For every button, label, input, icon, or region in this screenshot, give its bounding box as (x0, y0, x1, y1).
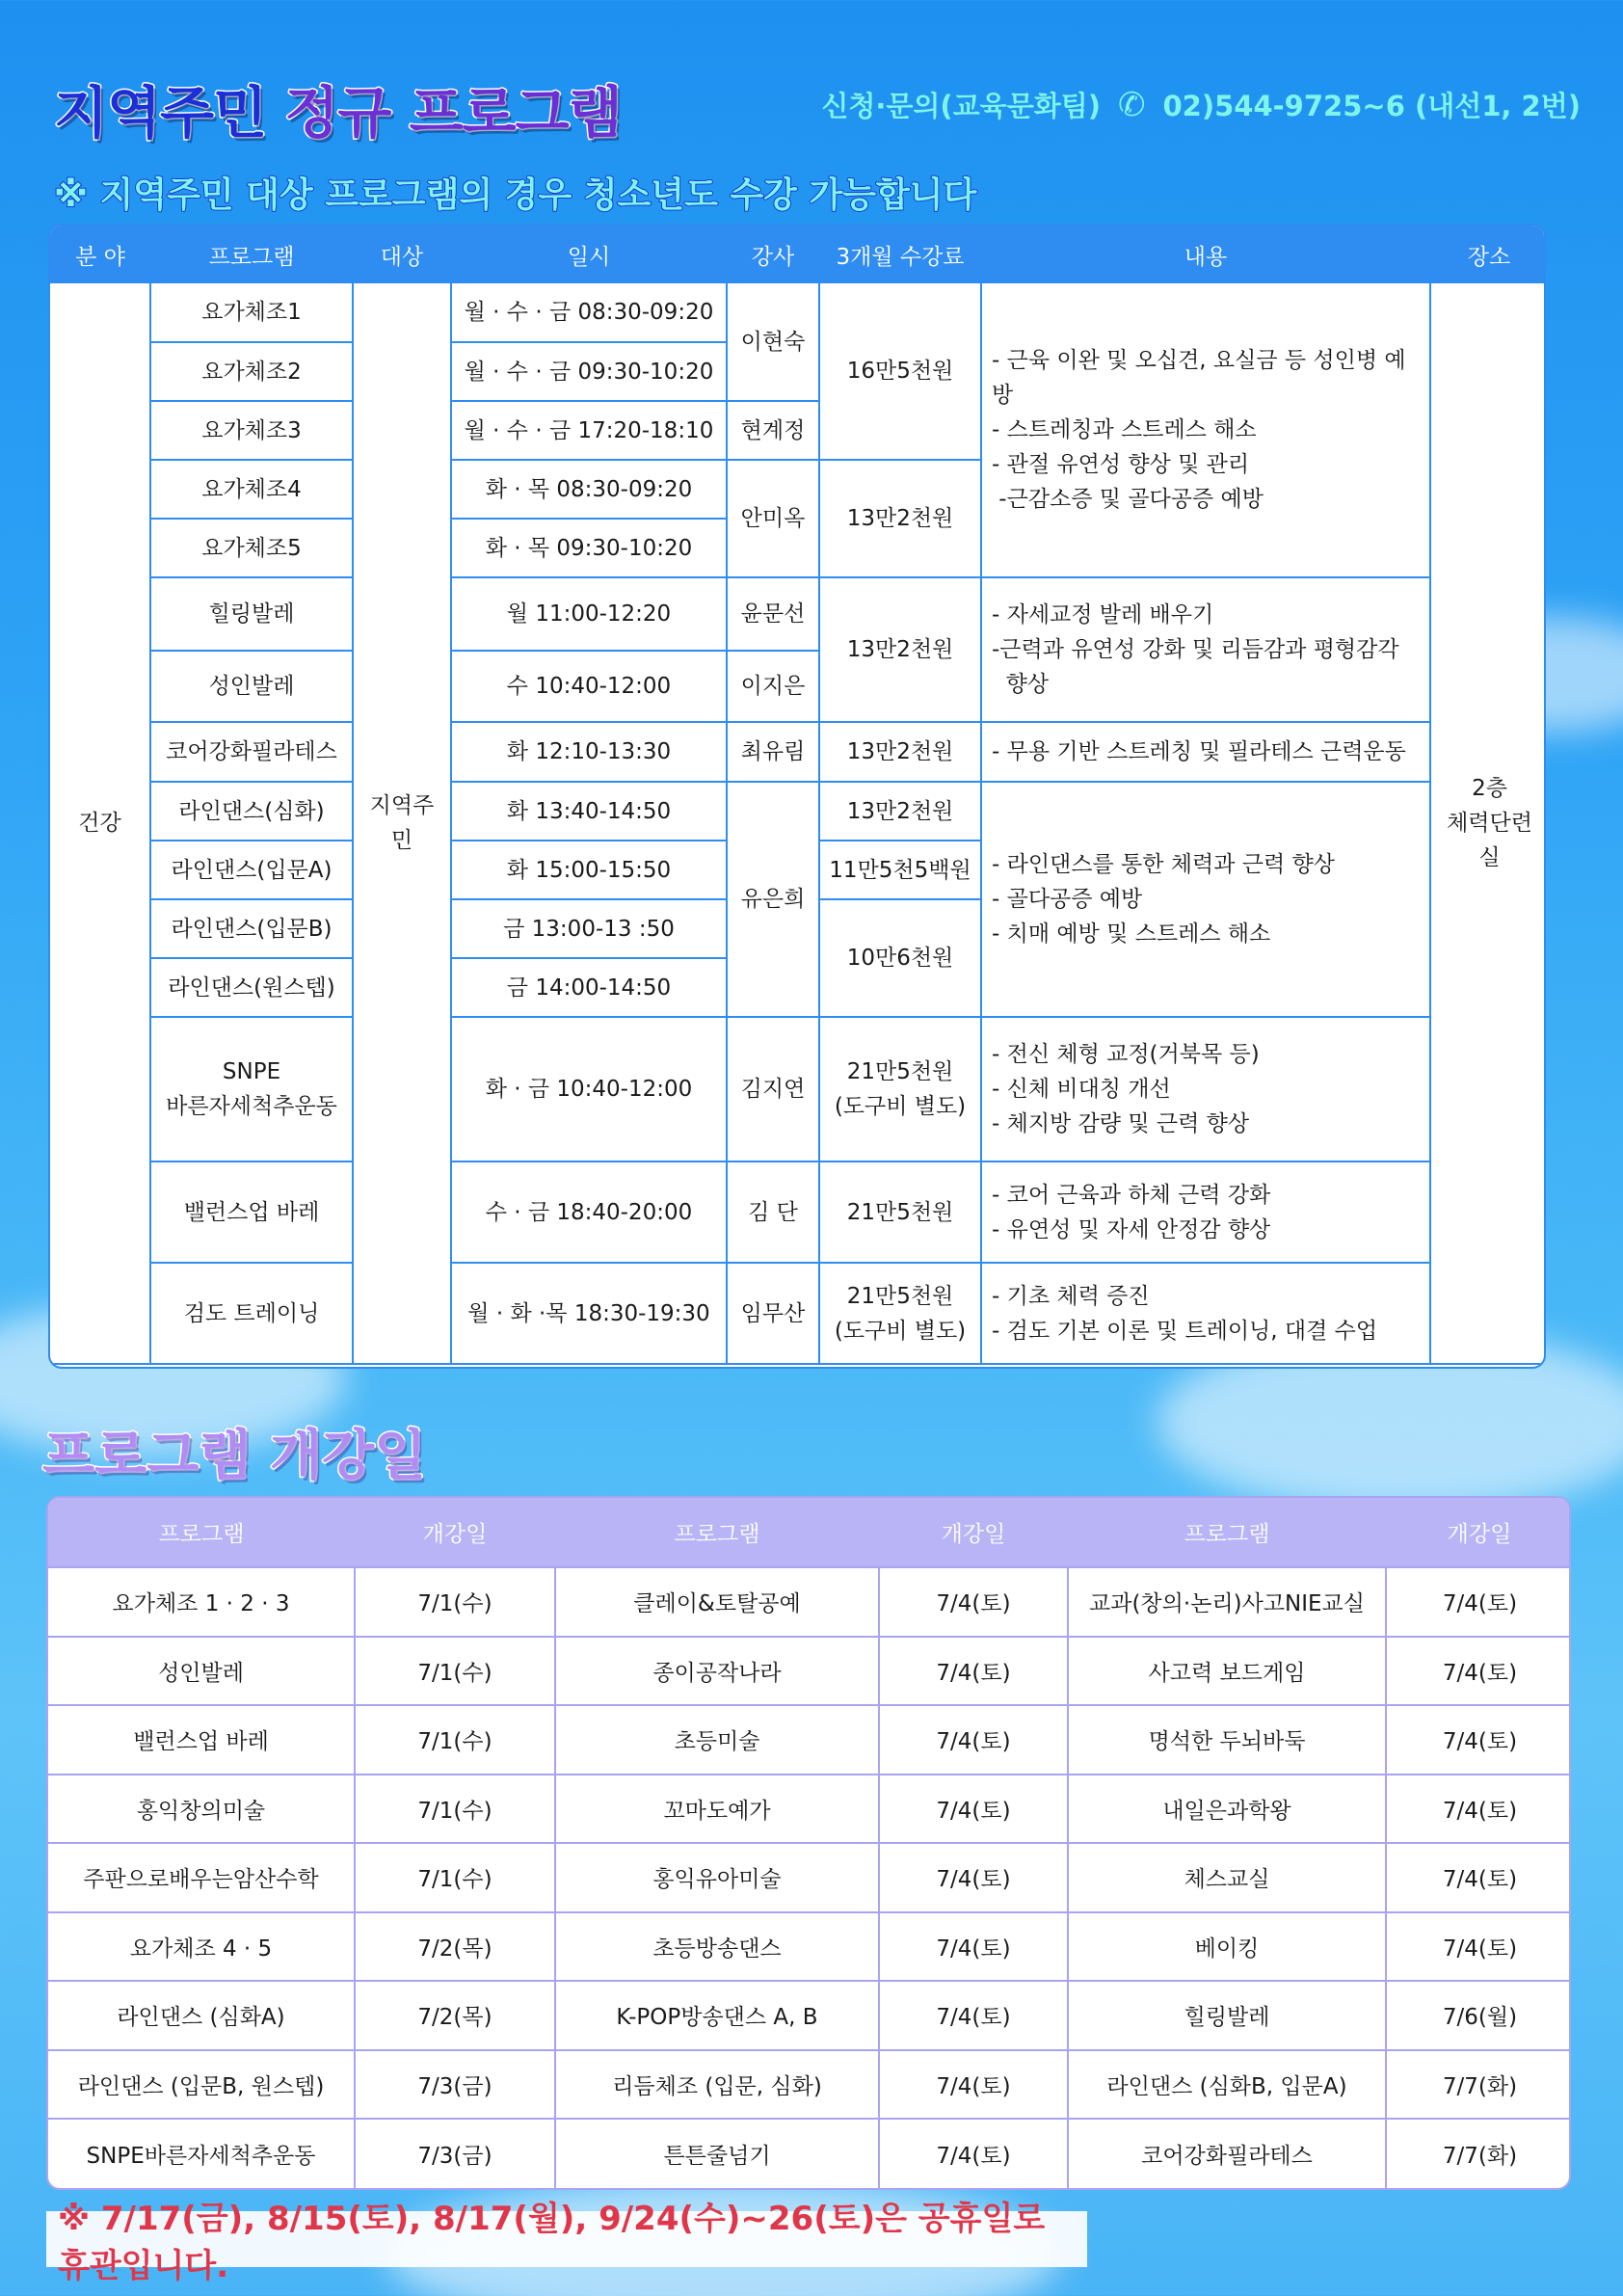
place-cell (1430, 283, 1546, 1364)
program-cell: 라인댄스 (심화B, 입문A) (1068, 2050, 1386, 2120)
opening-table-body (48, 1567, 1571, 2188)
program-cell: K-POP방송댄스 A, B (555, 1981, 879, 2050)
content-cell-linedance (981, 782, 1430, 1017)
program-cell: 라인댄스 (입문B, 원스텝) (48, 2050, 355, 2120)
program-cell: 요가체조5 (150, 519, 353, 577)
instructor-cell: 윤문선 (727, 577, 819, 651)
header-cell: 대상 (353, 226, 451, 283)
closing-notice: ※ 7/17(금), 8/15(토), 8/17(월), 9/24(수)~26(토)은 공휴일로 휴관입니다. (46, 2211, 1087, 2267)
content-line: - 전신 체형 교정(거북목 등) (992, 1042, 1260, 1067)
header-cell: 장소 (1430, 226, 1546, 283)
time-cell: 화 · 목 09:30-10:20 (451, 519, 727, 577)
time-cell: 금 14:00-14:50 (451, 958, 727, 1017)
table-row (48, 2119, 1571, 2188)
time-cell: 화 · 목 08:30-09:20 (451, 460, 727, 519)
program-cell: 홍익창의미술 (48, 1775, 355, 1844)
date-cell: 7/1(수) (355, 1843, 555, 1912)
content-line: - 신체 비대칭 개선 (992, 1077, 1171, 1102)
time-cell: 화 12:10-13:30 (451, 722, 727, 782)
header-cell: 분 야 (50, 226, 150, 283)
contact-phone: 02)544-9725~6 (내선1, 2번) (1162, 90, 1581, 122)
program-cell: 체스교실 (1068, 1843, 1386, 1912)
instructor-cell: 유은희 (727, 782, 819, 1017)
header-cell: 3개월 수강료 (819, 226, 981, 283)
table-row (48, 2050, 1571, 2120)
fee-cell (819, 1017, 981, 1161)
table-row (48, 1981, 1571, 2050)
program-cell: 꼬마도예가 (555, 1775, 879, 1844)
date-cell: 7/2(목) (355, 1981, 555, 2050)
time-cell: 화 13:40-14:50 (451, 782, 727, 841)
instructor-cell: 김 단 (727, 1161, 819, 1263)
instructor-cell: 최유림 (727, 722, 819, 782)
program-cell: 튼튼줄넘기 (555, 2119, 879, 2188)
table-row (50, 577, 1546, 651)
youth-notice: ※ 지역주민 대상 프로그램의 경우 청소년도 수강 가능합니다 (54, 175, 977, 215)
date-cell: 7/1(수) (355, 1637, 555, 1706)
program-line: SNPE (222, 1059, 281, 1084)
field-cell: 건강 (50, 283, 150, 1364)
header-cell: 내용 (981, 226, 1430, 283)
opening-section-title: 프로그램 개강일 (42, 1425, 427, 1487)
contact-info (821, 85, 1581, 124)
program-cell: 명석한 두뇌바둑 (1068, 1705, 1386, 1775)
date-cell: 7/4(토) (879, 1843, 1068, 1912)
content-cell-barre (981, 1161, 1430, 1263)
header-cell: 강사 (727, 226, 819, 283)
instructor-cell: 이현숙 (727, 283, 819, 401)
table-row (50, 782, 1546, 841)
program-cell: 교과(창의·논리)사고NIE교실 (1068, 1567, 1386, 1637)
content-line: - 코어 근육과 하체 근력 강화 (992, 1182, 1271, 1208)
table-row (50, 722, 1546, 782)
program-cell: 초등미술 (555, 1705, 879, 1775)
content-line: -근감소증 및 골다공증 예방 (992, 487, 1264, 512)
table-header-row (50, 226, 1546, 283)
table-row (48, 1705, 1571, 1775)
program-cell: 주판으로배우는암산수학 (48, 1843, 355, 1912)
header-cell: 프로그램 (555, 1498, 879, 1567)
time-cell: 화 · 금 10:40-12:00 (451, 1017, 727, 1161)
fee-cell: 11만5천5백원 (819, 841, 981, 899)
date-cell: 7/4(토) (879, 1567, 1068, 1637)
content-line: - 유연성 및 자세 안정감 향상 (992, 1216, 1271, 1242)
fee-cell (819, 1263, 981, 1364)
target-cell: 지역주민 (353, 283, 451, 1364)
time-cell: 금 13:00-13 :50 (451, 899, 727, 958)
date-cell: 7/3(금) (355, 2050, 555, 2120)
date-cell: 7/7(화) (1386, 2119, 1571, 2188)
content-line: 향상 (992, 672, 1050, 697)
table-row (48, 1775, 1571, 1844)
content-line: - 무용 기반 스트레칭 및 필라테스 근력운동 (992, 739, 1406, 764)
instructor-cell: 현계정 (727, 401, 819, 460)
program-cell: 밸런스업 바레 (48, 1705, 355, 1775)
program-cell: 요가체조 4 · 5 (48, 1912, 355, 1982)
time-cell: 화 15:00-15:50 (451, 841, 727, 899)
program-cell: SNPE바른자세척추운동 (48, 2119, 355, 2188)
content-cell-ballet (981, 577, 1430, 722)
header-cell: 일시 (451, 226, 727, 283)
program-cell: 힐링발레 (150, 577, 353, 651)
program-table (50, 226, 1546, 1365)
program-cell: 내일은과학왕 (1068, 1775, 1386, 1844)
program-cell: 리듬체조 (입문, 심화) (555, 2050, 879, 2120)
program-cell: 성인발레 (150, 651, 353, 722)
program-cell: 라인댄스(원스텝) (150, 958, 353, 1017)
date-cell: 7/4(토) (879, 1912, 1068, 1982)
content-line: - 치매 예방 및 스트레스 해소 (992, 921, 1271, 947)
program-cell: 라인댄스 (심화A) (48, 1981, 355, 2050)
page-title (54, 67, 622, 148)
table-row (50, 1017, 1546, 1161)
program-cell: 라인댄스(입문B) (150, 899, 353, 958)
date-cell: 7/4(토) (1386, 1775, 1571, 1844)
date-cell: 7/4(토) (1386, 1637, 1571, 1706)
date-cell: 7/2(목) (355, 1912, 555, 1982)
date-cell: 7/4(토) (879, 1981, 1068, 2050)
program-cell: 라인댄스(심화) (150, 782, 353, 841)
table-header-row (48, 1498, 1571, 1567)
time-cell: 월 11:00-12:20 (451, 577, 727, 651)
program-cell: 요가체조2 (150, 342, 353, 401)
date-cell: 7/1(수) (355, 1567, 555, 1637)
content-line: - 검도 기본 이론 및 트레이닝, 대결 수업 (992, 1318, 1378, 1344)
content-line: - 기초 체력 증진 (992, 1283, 1150, 1309)
fee-line: 21만5천원 (846, 1283, 954, 1309)
fee-cell: 13만2천원 (819, 782, 981, 841)
table-row (50, 283, 1546, 342)
program-cell: 코어강화필라테스 (150, 722, 353, 782)
program-line: 바른자세척추운동 (166, 1094, 337, 1119)
date-cell: 7/4(토) (879, 1637, 1068, 1706)
table-row (48, 1637, 1571, 1706)
content-line: - 자세교정 발레 배우기 (992, 602, 1214, 627)
header-cell: 프로그램 (1068, 1498, 1386, 1567)
place-room: 체력단련실 (1447, 811, 1532, 870)
date-cell: 7/4(토) (879, 2119, 1068, 2188)
time-cell: 월 · 수 · 금 17:20-18:10 (451, 401, 727, 460)
program-cell: 요가체조4 (150, 460, 353, 519)
time-cell: 월 · 화 ·목 18:30-19:30 (451, 1263, 727, 1364)
program-cell: 홍익유아미술 (555, 1843, 879, 1912)
date-cell: 7/4(토) (879, 2050, 1068, 2120)
table-row (48, 1843, 1571, 1912)
program-cell: 밸런스업 바레 (150, 1161, 353, 1263)
time-cell: 수 · 금 18:40-20:00 (451, 1161, 727, 1263)
opening-table-card (46, 1496, 1571, 2190)
title-part1: 지역주민 (54, 80, 267, 146)
fee-cell: 13만2천원 (819, 722, 981, 782)
date-cell: 7/4(토) (1386, 1567, 1571, 1637)
program-cell: 힐링발레 (1068, 1981, 1386, 2050)
date-cell: 7/4(토) (1386, 1705, 1571, 1775)
content-line: - 라인댄스를 통한 체력과 근력 향상 (992, 852, 1335, 877)
time-cell: 수 10:40-12:00 (451, 651, 727, 722)
header-cell: 개강일 (355, 1498, 555, 1567)
time-cell: 월 · 수 · 금 08:30-09:20 (451, 283, 727, 342)
fee-cell: 16만5천원 (819, 283, 981, 460)
content-line: - 골다공증 예방 (992, 887, 1143, 912)
table-row (50, 1161, 1546, 1263)
program-cell: 클레이&토탈공예 (555, 1567, 879, 1637)
header-cell: 개강일 (1386, 1498, 1571, 1567)
program-cell: 요가체조1 (150, 283, 353, 342)
instructor-cell: 임무산 (727, 1263, 819, 1364)
table-row (50, 1263, 1546, 1364)
title-part2: 정규 프로그램 (284, 80, 622, 146)
date-cell: 7/4(토) (1386, 1912, 1571, 1982)
program-cell: 사고력 보드게임 (1068, 1637, 1386, 1706)
program-cell: 라인댄스(입문A) (150, 841, 353, 899)
header-cell: 개강일 (879, 1498, 1068, 1567)
header-cell: 프로그램 (150, 226, 353, 283)
content-line: - 스트레칭과 스트레스 해소 (992, 417, 1257, 442)
program-cell: 검도 트레이닝 (150, 1263, 353, 1364)
fee-cell: 13만2천원 (819, 577, 981, 722)
fee-line: 21만5천원 (846, 1059, 954, 1084)
date-cell: 7/1(수) (355, 1705, 555, 1775)
program-cell (150, 1017, 353, 1161)
fee-note: (도구비 별도) (834, 1094, 967, 1119)
contact-label: 신청·문의(교육문화팀) (821, 90, 1101, 122)
program-cell: 종이공작나라 (555, 1637, 879, 1706)
date-cell: 7/7(화) (1386, 2050, 1571, 2120)
content-cell-snpe (981, 1017, 1430, 1161)
instructor-cell: 안미옥 (727, 460, 819, 577)
date-cell: 7/6(월) (1386, 1981, 1571, 2050)
content-line: -근력과 유연성 강화 및 리듬감과 평형감각 (992, 637, 1399, 662)
date-cell: 7/4(토) (879, 1775, 1068, 1844)
content-line: - 체지방 감량 및 근력 향상 (992, 1111, 1250, 1136)
program-cell: 베이킹 (1068, 1912, 1386, 1982)
instructor-cell: 김지연 (727, 1017, 819, 1161)
fee-cell: 21만5천원 (819, 1161, 981, 1263)
program-cell: 성인발레 (48, 1637, 355, 1706)
content-line: - 근육 이완 및 오십견, 요실금 등 성인병 예방 (992, 348, 1406, 408)
date-cell: 7/1(수) (355, 1775, 555, 1844)
time-cell: 월 · 수 · 금 09:30-10:20 (451, 342, 727, 401)
phone-icon: ✆ (1118, 85, 1146, 124)
header-cell: 프로그램 (48, 1498, 355, 1567)
fee-cell: 10만6천원 (819, 899, 981, 1017)
program-cell: 요가체조 1 · 2 · 3 (48, 1567, 355, 1637)
program-cell: 코어강화필라테스 (1068, 2119, 1386, 2188)
content-line: - 관절 유연성 향상 및 관리 (992, 452, 1250, 477)
instructor-cell: 이지은 (727, 651, 819, 722)
content-cell-kendo (981, 1263, 1430, 1364)
fee-note: (도구비 별도) (834, 1318, 967, 1344)
place-floor: 2층 (1472, 776, 1507, 801)
table-row (48, 1912, 1571, 1982)
content-cell-yoga (981, 283, 1430, 577)
date-cell: 7/4(토) (1386, 1843, 1571, 1912)
content-cell-pilates (981, 722, 1430, 782)
program-table-card (48, 224, 1546, 1369)
date-cell: 7/3(금) (355, 2119, 555, 2188)
table-row (48, 1567, 1571, 1637)
opening-table (48, 1498, 1571, 2188)
fee-cell: 13만2천원 (819, 460, 981, 577)
program-cell: 요가체조3 (150, 401, 353, 460)
date-cell: 7/4(토) (879, 1705, 1068, 1775)
program-cell: 초등방송댄스 (555, 1912, 879, 1982)
